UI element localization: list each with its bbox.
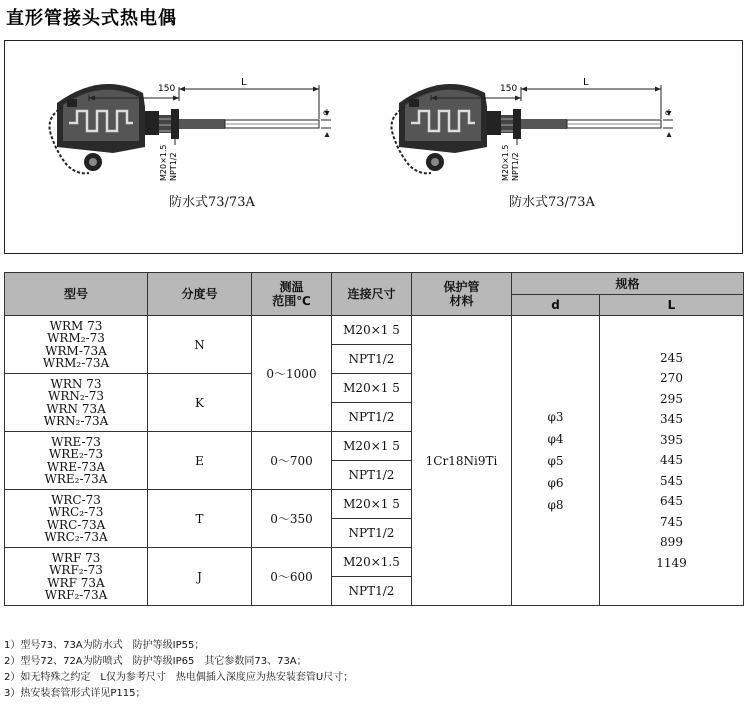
thread-label-left-1: M20×1.5 (159, 144, 168, 181)
header-model: 型号 (5, 273, 148, 316)
d-values-cell (512, 316, 600, 606)
material-cell: 1Cr18Ni9Ti (412, 316, 512, 606)
L-value: 295 (660, 391, 683, 406)
model-name: WRE-73 (51, 434, 101, 449)
L-value: 545 (660, 473, 683, 488)
L-value: 395 (660, 432, 683, 447)
model-name: WRC₂-73 (48, 505, 104, 519)
note-3: 2）如无特殊之约定 L仅为参考尺寸 热电偶插入深度应为热安装套管U尺寸； (4, 672, 354, 683)
dim-L-right: L (583, 77, 589, 88)
model-name: WRF₂-73 (49, 563, 103, 577)
dim-150-right: 150 (500, 84, 518, 94)
model-name: WRC-73 (51, 492, 101, 507)
thermocouple-right-drawing (392, 77, 674, 181)
diagram-caption-left: 防水式73/73A (169, 195, 255, 210)
note-4: 3）热安装套管形式详见P115； (4, 688, 146, 699)
graduation-cell: J (148, 548, 252, 606)
L-value: 745 (660, 514, 683, 529)
model-name: WRF₂-73A (44, 588, 108, 602)
connection-cell: NPT1/2 (332, 519, 412, 548)
model-name: WRN₂-73A (43, 414, 109, 428)
diagram-panel (4, 40, 743, 254)
connection-cell: NPT1/2 (332, 577, 412, 606)
connection-cell: M20×1 5 (332, 316, 412, 345)
dim-150-left: 150 (158, 84, 176, 94)
thread-label-right-2: NPT1/2 (511, 152, 520, 181)
model-name: WRM₂-73A (42, 356, 110, 370)
L-values-cell (600, 316, 744, 606)
connection-cell: NPT1/2 (332, 345, 412, 374)
model-cell (5, 548, 148, 606)
L-value: 345 (660, 412, 683, 427)
model-name: WRM-73A (45, 343, 107, 358)
range-cell: 0～1000 (252, 316, 332, 432)
model-name: WRC-73A (46, 517, 106, 532)
model-name: WRE₂-73A (44, 472, 108, 486)
model-name: WRE-73A (46, 459, 106, 474)
header-range-line2: 范围℃ (272, 294, 311, 308)
graduation-cell: T (148, 490, 252, 548)
model-name: WRF 73A (47, 575, 105, 590)
model-name: WRM 73 (49, 318, 103, 333)
model-name: WRM₂-73 (47, 331, 105, 345)
header-d: d (512, 295, 600, 316)
thread-label-right-1: M20×1.5 (501, 144, 510, 181)
L-value: 1149 (656, 555, 687, 570)
page-title: 直形管接头式热电偶 (6, 8, 177, 29)
model-name: WRN 73A (46, 401, 106, 416)
model-name: WRN₂-73 (47, 389, 104, 403)
thermocouple-left-drawing (50, 77, 332, 181)
model-cell (5, 490, 148, 548)
model-cell (5, 374, 148, 432)
graduation-cell: K (148, 374, 252, 432)
d-value: φ4 (547, 431, 564, 446)
dim-d-left: d (323, 108, 329, 117)
L-value: 899 (660, 535, 683, 550)
connection-cell: M20×1.5 (332, 548, 412, 577)
dim-d-right: d (665, 108, 671, 117)
model-name: WRF 73 (51, 550, 101, 565)
header-tube (412, 273, 512, 316)
thermocouple-diagrams (5, 41, 742, 253)
spec-table (4, 272, 744, 606)
model-name: WRE₂-73 (48, 447, 104, 461)
diagram-caption-right: 防水式73/73A (509, 195, 595, 210)
header-range (252, 273, 332, 316)
header-connection: 连接尺寸 (332, 273, 412, 316)
L-value: 445 (660, 453, 683, 468)
header-L: L (600, 295, 744, 316)
model-name: WRC₂-73A (44, 530, 108, 544)
note-2: 2）型号72、72A为防喷式 防护等级IP65 其它参数同73、73A； (4, 656, 307, 667)
model-cell (5, 316, 148, 374)
model-cell (5, 432, 148, 490)
connection-cell: M20×1 5 (332, 490, 412, 519)
range-cell: 0～600 (252, 548, 332, 606)
connection-cell: NPT1/2 (332, 461, 412, 490)
header-range-line1: 测温 (279, 280, 304, 294)
header-spec: 规格 (512, 273, 744, 295)
d-value: φ5 (547, 453, 564, 468)
graduation-cell: E (148, 432, 252, 490)
range-cell: 0～700 (252, 432, 332, 490)
header-tube-line2: 材料 (449, 294, 474, 308)
d-value: φ8 (547, 497, 564, 512)
connection-cell: M20×1 5 (332, 432, 412, 461)
dim-L-left: L (241, 77, 247, 88)
L-value: 245 (660, 350, 683, 365)
header-tube-line1: 保护管 (443, 280, 480, 294)
L-value: 645 (660, 494, 683, 509)
connection-cell: NPT1/2 (332, 403, 412, 432)
thread-label-left-2: NPT1/2 (169, 152, 178, 181)
d-value: φ6 (547, 475, 564, 490)
notes (4, 638, 744, 702)
header-graduation: 分度号 (148, 273, 252, 316)
graduation-cell: N (148, 316, 252, 374)
connection-cell: M20×1 5 (332, 374, 412, 403)
d-value: φ3 (547, 409, 564, 424)
note-1: 1）型号73、73A为防水式 防护等级IP55； (4, 640, 205, 651)
L-value: 270 (660, 371, 683, 386)
range-cell: 0～350 (252, 490, 332, 548)
model-name: WRN 73 (50, 376, 102, 391)
